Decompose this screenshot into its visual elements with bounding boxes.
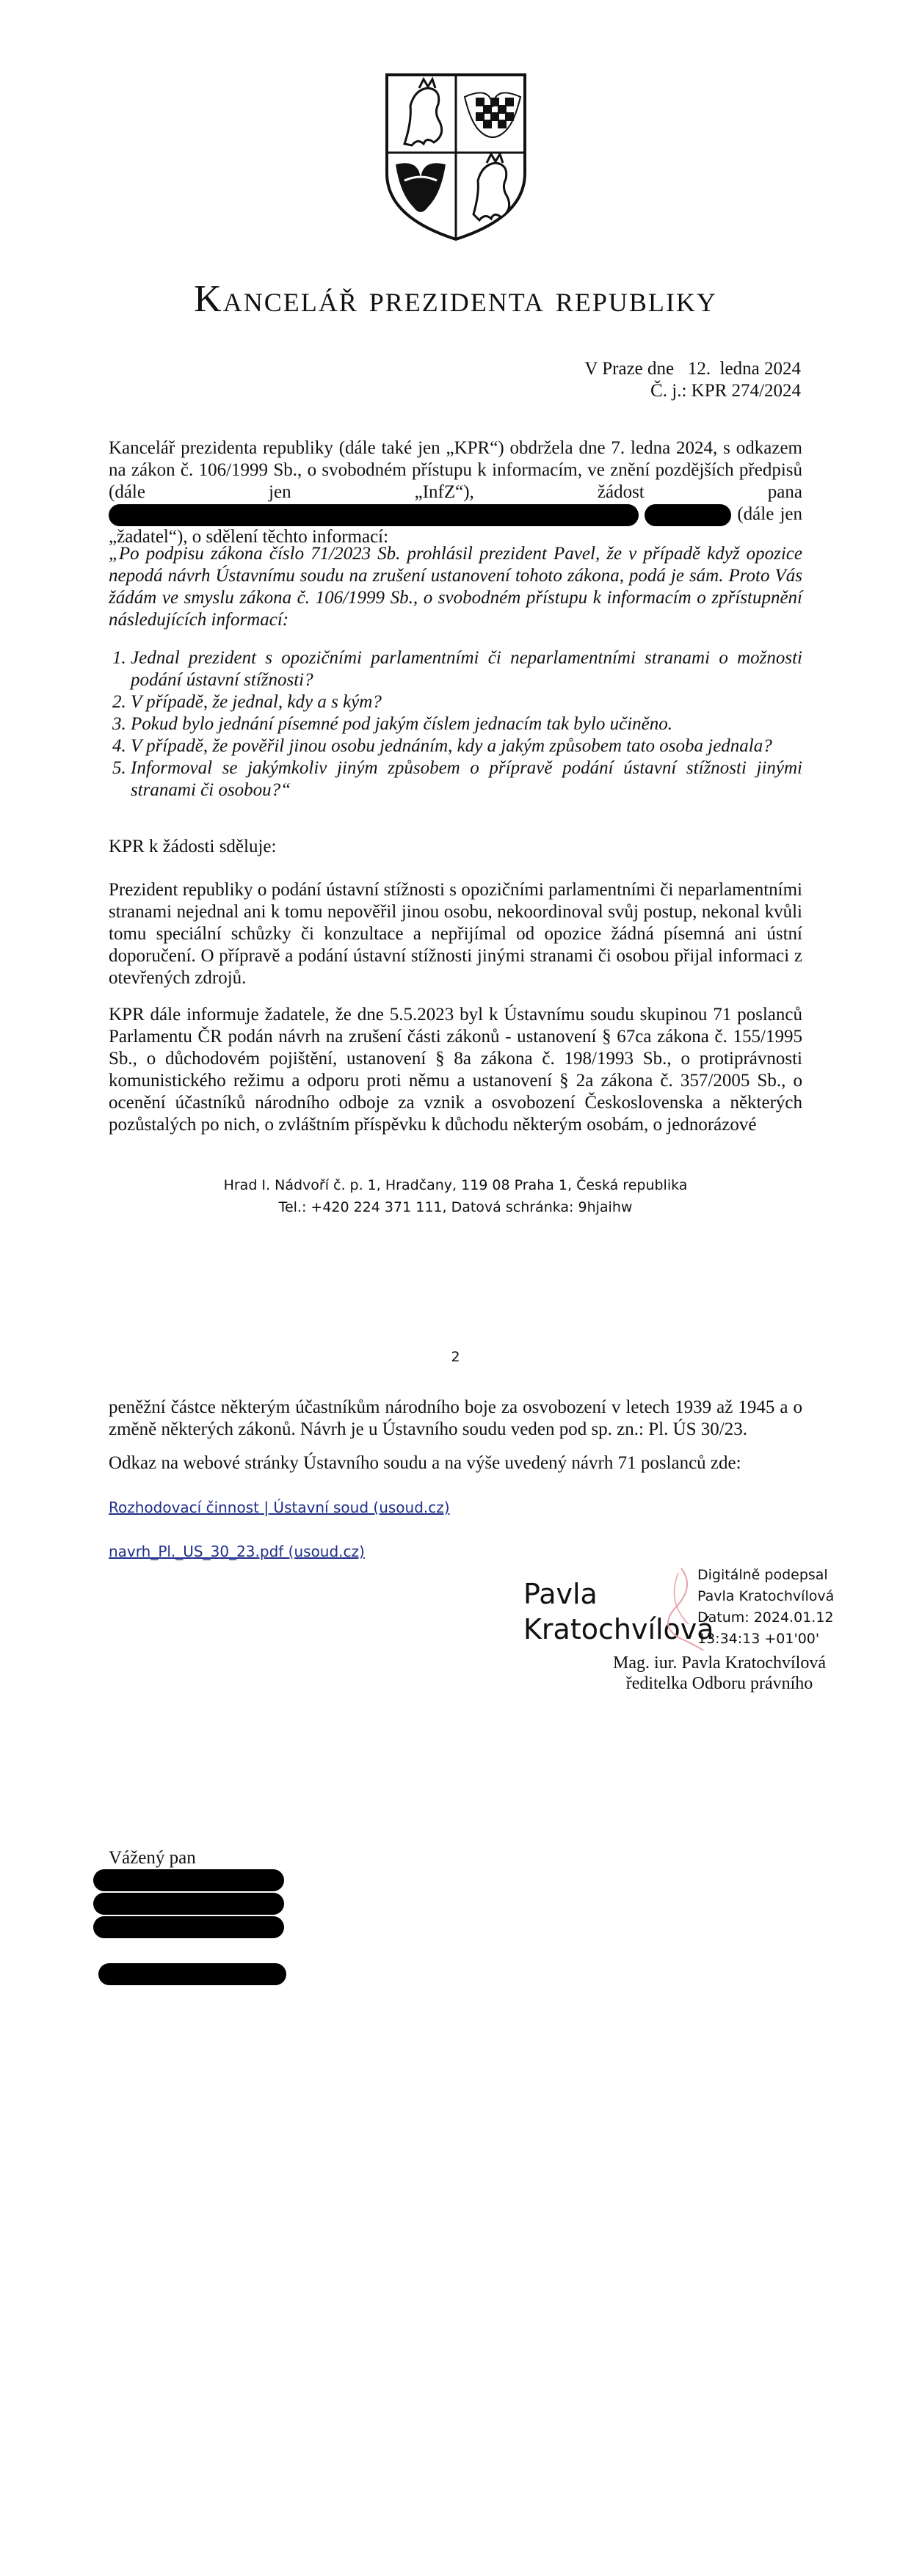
link-container [109,1499,450,1516]
redaction-bar [645,504,731,526]
intro-text-part2: (dále jen „žadatel“), o sdělení těchto informací: [109,504,803,547]
signature-detail-line: Pavla Kratochvílová [697,1588,835,1604]
redaction-bar [93,1916,284,1938]
signature-last-name: Kratochvílová [523,1613,714,1645]
response-paragraph-2-continued: peněžní částce některým účastníkům národního boje za osvobození v letech 1939 až 1945 a o změně některých zákonů. Návrh je u Ústavního soudu veden pod sp. zn.: Pl. ÚS 30/23. [109,1397,802,1439]
redaction-bar [93,1893,284,1915]
constitutional-court-decisions-link[interactable]: Rozhodovací činnost | Ústavní soud (usoud.cz) [109,1499,450,1516]
footer-contact: Tel.: +420 224 371 111, Datová schránka: 9hjaihw [278,1199,633,1215]
intro-text-part1: Kancelář prezidenta republiky (dále také jen „KPR“) obdržela dne 7. ledna 2024, s odkazem na zákon č. 106/1999 Sb., o svobodném přístupu k informacím, ve znění pozdějších předpisů (dále jen „InfZ“), žádost pana [109,438,802,502]
list-item: 2. V případě, že jednal, kdy a s kým? [131,691,802,713]
signature-detail-line: 13:34:13 +01'00' [697,1631,820,1647]
signer-block [558,1653,881,1694]
page-2 [0,1288,911,2576]
list-item: 4. V případě, že pověřil jinou osobu jednáním, kdy a jakým způsobem tato osoba jednala? [131,735,802,757]
list-item: 1. Jednal prezident s opozičními parlamentními či neparlamentními stranami o možnosti podání ústavní stížnosti? [131,647,802,691]
response-paragraph-1: Prezident republiky o podání ústavní stížnosti s opozičními parlamentními či neparlamentními stranami nejednal ani k tomu nepověřil jinou osobu, nekoordinoval svůj postup, nekonal kvůli tomu speciální schůzky či konzultace a nepřijímal od opozice žádná písemná ani ústní doporučení. O přípravě a podání ústavní stížnosti jinými stranami či osobou přijal informaci z otevřených zdrojů. [109,880,802,988]
request-quote: „Po podpisu zákona číslo 71/2023 Sb. prohlásil prezident Pavel, že v případě když opozice nepodá návrh Ústavnímu soudu na zrušení ustanovení tohoto zákona, podá je sám. Proto Vás žádám ve smyslu zákona č. 106/1999 Sb., o svobodném přístupu k informacím o zpřístupnění následujících informací: [109,544,802,630]
reference-number: Č. j.: KPR 274/2024 [650,381,801,401]
list-item: 3. Pokud bylo jednání písemné pod jakým číslem jednacím tak bylo učiněno. [131,713,802,735]
footer-address: Hrad I. Nádvoří č. p. 1, Hradčany, 119 08 Praha 1, Česká republika [223,1177,688,1193]
link-container [109,1543,365,1560]
links-intro: Odkaz na webové stránky Ústavního soudu a na výše uvedený návrh 71 poslanců zde: [109,1453,741,1473]
list-item: 5. Informoval se jakýmkoliv jiným způsobem o přípravě podání ústavní stížnosti jinými stranami či osobou?“ [131,757,802,801]
signer-name: Mag. iur. Pavla Kratochvílová [613,1653,826,1673]
date-reference-block [584,358,801,402]
signature-first-name: Pavla [523,1578,598,1610]
response-paragraph-2: KPR dále informuje žadatele, že dne 5.5.2023 byl k Ústavnímu soudu skupinou 71 poslanců Parlamentu ČR podán návrh na zrušení části zákonů - ustanovení § 67ca zákona č. 155/1995 Sb., o důchodovém pojištění, ustanovení § 8a zákona č. 198/1993 Sb., o protiprávnosti komunistického režimu a odporu proti němu a ustanovení § 2a zákona č. 357/2005 Sb., o ocenění účastníků národního odboje za vznik a osvobození Československa a některých pozůstalých po nich, o zvláštním příspěvku k důchodu některým osobám, o jednorázové [109,1005,802,1135]
signature-detail-line: Digitálně podepsal [697,1567,828,1583]
redaction-bar [93,1869,284,1891]
response-intro: KPR k žádosti sděluje: [109,837,277,856]
intro-paragraph [109,437,802,548]
page-number: 2 [451,1349,460,1365]
state-emblem-icon [382,70,529,244]
questions [109,647,802,801]
page-footer [0,1174,911,1218]
addressee-salutation: Vážený pan [109,1848,196,1868]
petition-pdf-link[interactable]: navrh_Pl._US_30_23.pdf (usoud.cz) [109,1543,365,1560]
question-list [109,647,802,801]
office-heading: Kancelář prezidenta republiky [194,278,717,320]
redaction-bar [98,1963,286,1985]
signature-detail-line: Datum: 2024.01.12 [697,1609,834,1626]
signer-title: ředitelka Odboru právního [625,1674,813,1693]
signature-details [697,1565,834,1650]
date-line: V Praze dne 12. ledna 2024 [584,359,801,379]
redaction-bar [109,504,639,526]
